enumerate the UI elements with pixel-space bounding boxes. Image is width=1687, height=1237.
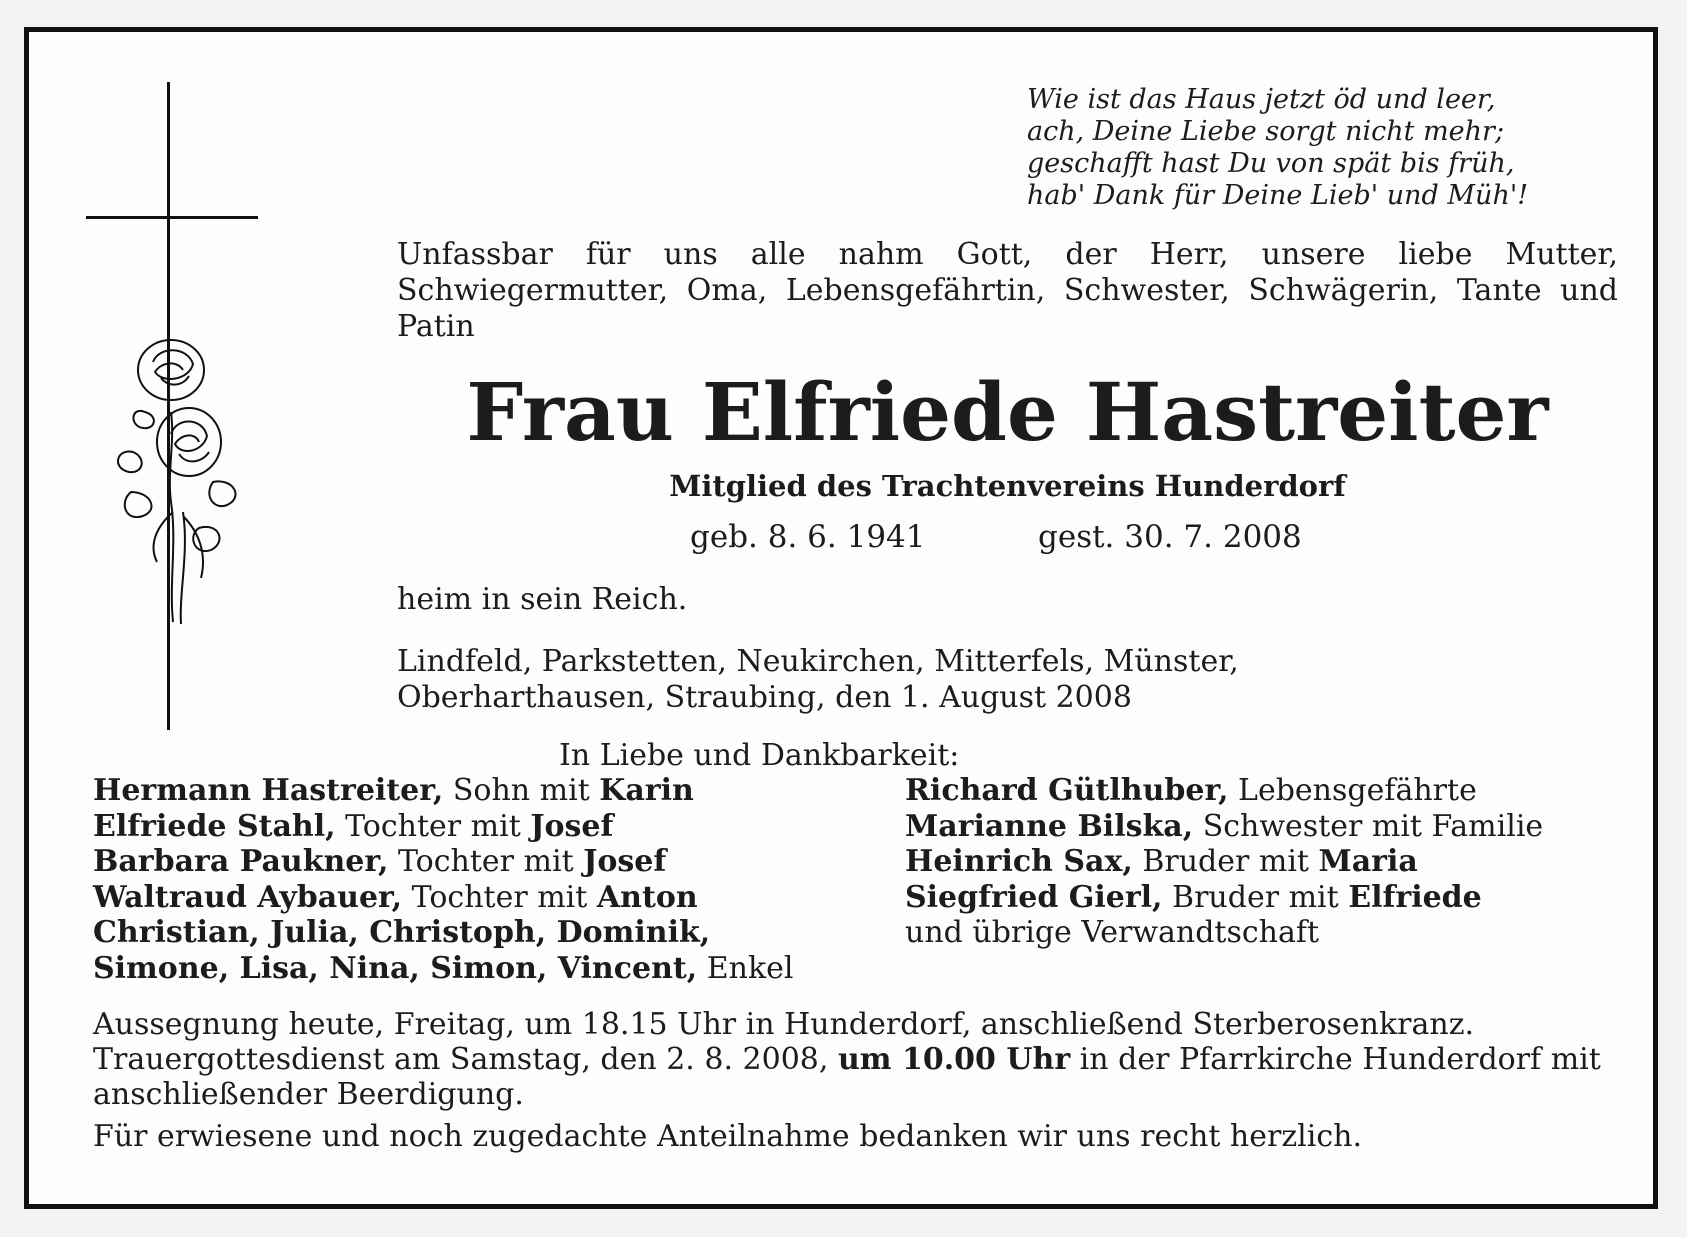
intro-text: Unfassbar für uns alle nahm Gott, der Herr, unsere liebe Mutter, Schwiegermutter, Oma, Lebensgefährtin, Schwester, Schwägerin, Tante und Patin	[397, 237, 1618, 344]
places-line: Lindfeld, Parkstetten, Neukirchen, Mitterfels, Münster,	[397, 644, 1239, 679]
mourner-row: Siegfried Gierl, Bruder mit Elfriede	[905, 879, 1482, 915]
poem-line: hab' Dank für Deine Lieb' und Müh'!	[1027, 180, 1529, 211]
mourners-left-column	[93, 773, 794, 986]
mourners-right-column	[905, 773, 1543, 951]
places-line: Oberharthausen, Straubing, den 1. August 2008	[397, 680, 1132, 715]
birth-date: geb. 8. 6. 1941	[690, 519, 926, 555]
obituary-frame	[24, 27, 1658, 1209]
rose-icon	[103, 332, 253, 632]
mourner-row: und übrige Verwandtschaft	[905, 915, 1320, 950]
mourner-row: Heinrich Sax, Bruder mit Maria	[905, 844, 1418, 879]
gratitude-heading: In Liebe und Dankbarkeit:	[559, 738, 960, 773]
mourner-row: Christian, Julia, Christoph, Dominik,	[93, 915, 711, 950]
deceased-name: Frau Elfriede Hastreiter	[466, 365, 1549, 459]
mourner-row: Richard Gütlhuber, Lebensgefährte	[905, 773, 1477, 808]
heim-text: heim in sein Reich.	[397, 582, 688, 617]
cross-horizontal-bar	[86, 216, 258, 219]
mourner-row: Elfriede Stahl, Tochter mit Josef	[93, 808, 614, 844]
poem-line: geschafft hast Du von spät bis früh,	[1027, 148, 1515, 179]
thanks-line: Für erwiesene und noch zugedachte Anteilnahme bedanken wir uns recht herzlich.	[93, 1119, 1362, 1154]
funeral-info	[93, 1007, 1618, 1154]
mourner-row: Simone, Lisa, Nina, Simon, Vincent, Enkel	[93, 950, 794, 986]
membership-line: Mitglied des Trachtenvereins Hunderdorf	[669, 469, 1346, 503]
poem-line: ach, Deine Liebe sorgt nicht mehr;	[1027, 116, 1505, 147]
mourner-row: Marianne Bilska, Schwester mit Familie	[905, 808, 1544, 844]
poem	[1027, 84, 1647, 212]
places-and-date	[397, 644, 1397, 716]
mourner-row: Barbara Paukner, Tochter mit Josef	[93, 844, 667, 879]
funeral-details: Aussegnung heute, Freitag, um 18.15 Uhr in Hunderdorf, anschließend Sterberosenkranz. Trauergottesdienst am Samstag, den 2. 8. 2008, um 10.00 Uhr in der Pfarrkirche Hunderdorf mit anschließender Beerdigung.	[93, 1007, 1601, 1112]
mourner-row: Waltraud Aybauer, Tochter mit Anton	[93, 879, 698, 915]
death-date: gest. 30. 7. 2008	[1038, 519, 1302, 555]
poem-line: Wie ist das Haus jetzt öd und leer,	[1027, 84, 1496, 115]
mourner-row: Hermann Hastreiter, Sohn mit Karin	[93, 773, 694, 808]
